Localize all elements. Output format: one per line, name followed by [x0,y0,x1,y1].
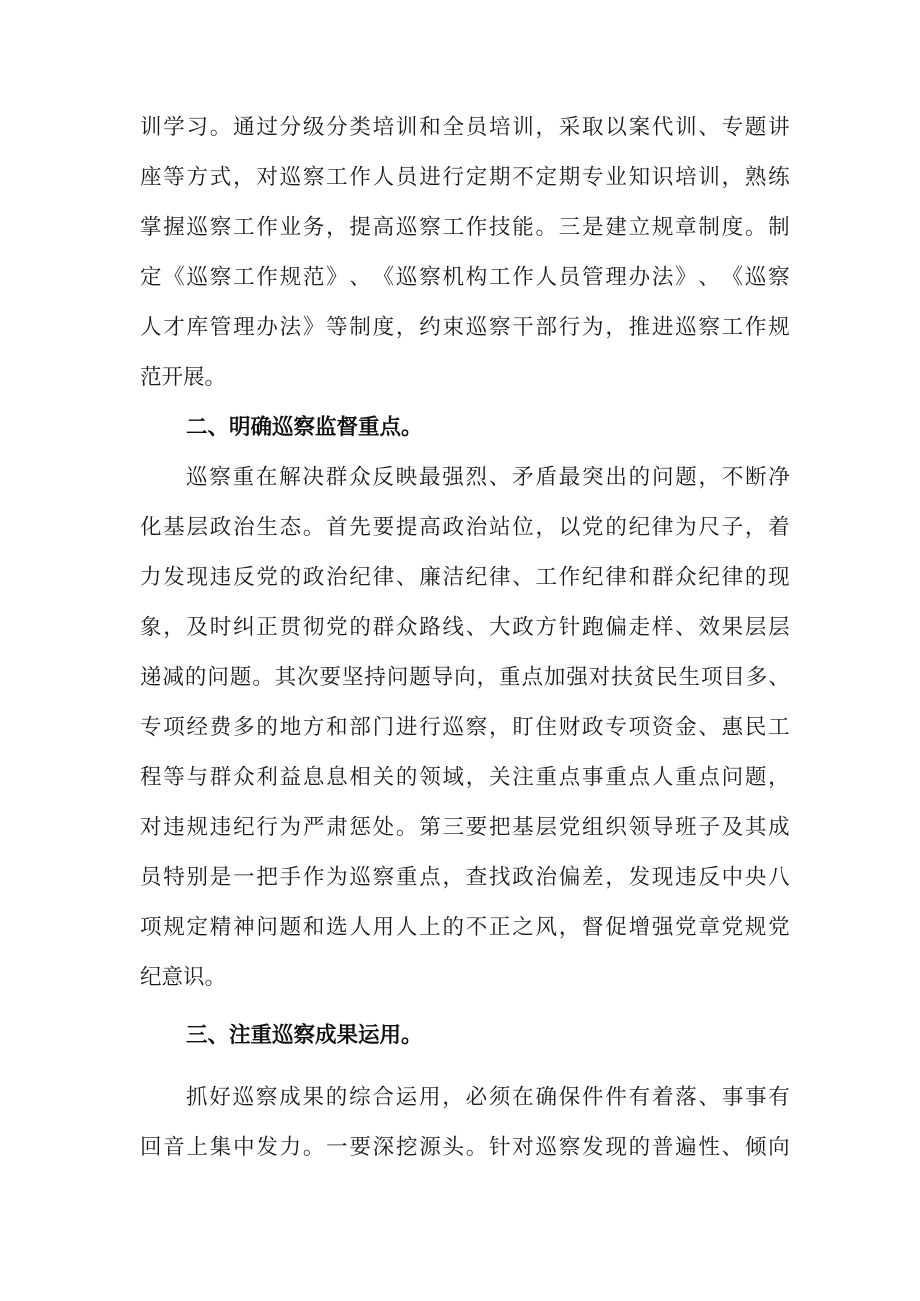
paragraph-line: 项 规 定 精 神 问 题 和 选 人 用 人 上 的 不 正 之 风 ， 督 促 增 强 党 章 党 规 党 [140,915,790,940]
paragraph-line: 定 《 巡 察 工 作 规 范 》 、 《 巡 察 机 构 工 作 人 员 管 理 办 法 》 、 《 巡 察 [140,265,790,290]
paragraph-line: 化 基 层 政 治 生 态 。 首 先 要 提 高 政 治 站 位 ， 以 党 的 纪 律 为 尺 子 ， 着 [140,515,790,540]
paragraph-line: 象 ， 及 时 纠 正 贯 彻 党 的 群 众 路 线 、 大 政 方 针 跑 偏 走 样 、 效 果 层 层 [140,615,790,640]
paragraph-line: 纪意识。 [140,965,227,990]
paragraph-line: 力 发 现 违 反 党 的 政 治 纪 律 、 廉 洁 纪 律 、 工 作 纪 律 和 群 众 纪 律 的 现 [140,565,790,590]
section-heading: 二、明确巡察监督重点。 [186,415,423,440]
paragraph-line: 回 音 上 集 中 发 力 。 一 要 深 挖 源 头 。 针 对 巡 察 发 现 的 普 遍 性 、 倾 向 [140,1135,790,1160]
paragraph-line: 训 学 习 。 通 过 分 级 分 类 培 训 和 全 员 培 训 ， 采 取 以 案 代 训 、 专 题 讲 [140,115,790,140]
paragraph-line: 对 违 规 违 纪 行 为 严 肃 惩 处 。 第 三 要 把 基 层 党 组 织 领 导 班 子 及 其 成 [140,815,790,840]
paragraph-line: 巡 察 重 在 解 决 群 众 反 映 最 强 烈 、 矛 盾 最 突 出 的 问 题 ， 不 断 净 [186,465,790,490]
paragraph-line: 递 减 的 问 题 。 其 次 要 坚 持 问 题 导 向 ， 重 点 加 强 对 扶 贫 民 生 项 目 多 、 [140,665,790,690]
paragraph-line: 员 特 别 是 一 把 手 作 为 巡 察 重 点 ， 查 找 政 治 偏 差 ， 发 现 违 反 中 央 八 [140,865,790,890]
paragraph-line: 专 项 经 费 多 的 地 方 和 部 门 进 行 巡 察 ， 盯 住 财 政 专 项 资 金 、 惠 民 工 [140,715,790,740]
paragraph-line: 掌 握 巡 察 工 作 业 务 ， 提 高 巡 察 工 作 技 能 。 三 是 建 立 规 章 制 度 。 制 [140,215,790,240]
paragraph-line: 程 等 与 群 众 利 益 息 息 相 关 的 领 域 ， 关 注 重 点 事 重 点 人 重 点 问 题 ， [140,765,790,790]
paragraph-line: 抓 好 巡 察 成 果 的 综 合 运 用 ， 必 须 在 确 保 件 件 有 着 落 、 事 事 有 [186,1085,790,1110]
paragraph-line: 范开展。 [140,365,227,390]
paragraph-line: 座 等 方 式 ， 对 巡 察 工 作 人 员 进 行 定 期 不 定 期 专 业 知 识 培 训 ， 熟 练 [140,165,790,190]
paragraph-line: 人 才 库 管 理 办 法 》 等 制 度 ， 约 束 巡 察 干 部 行 为 ， 推 进 巡 察 工 作 规 [140,315,790,340]
section-heading: 三、注重巡察成果运用。 [186,1023,423,1048]
